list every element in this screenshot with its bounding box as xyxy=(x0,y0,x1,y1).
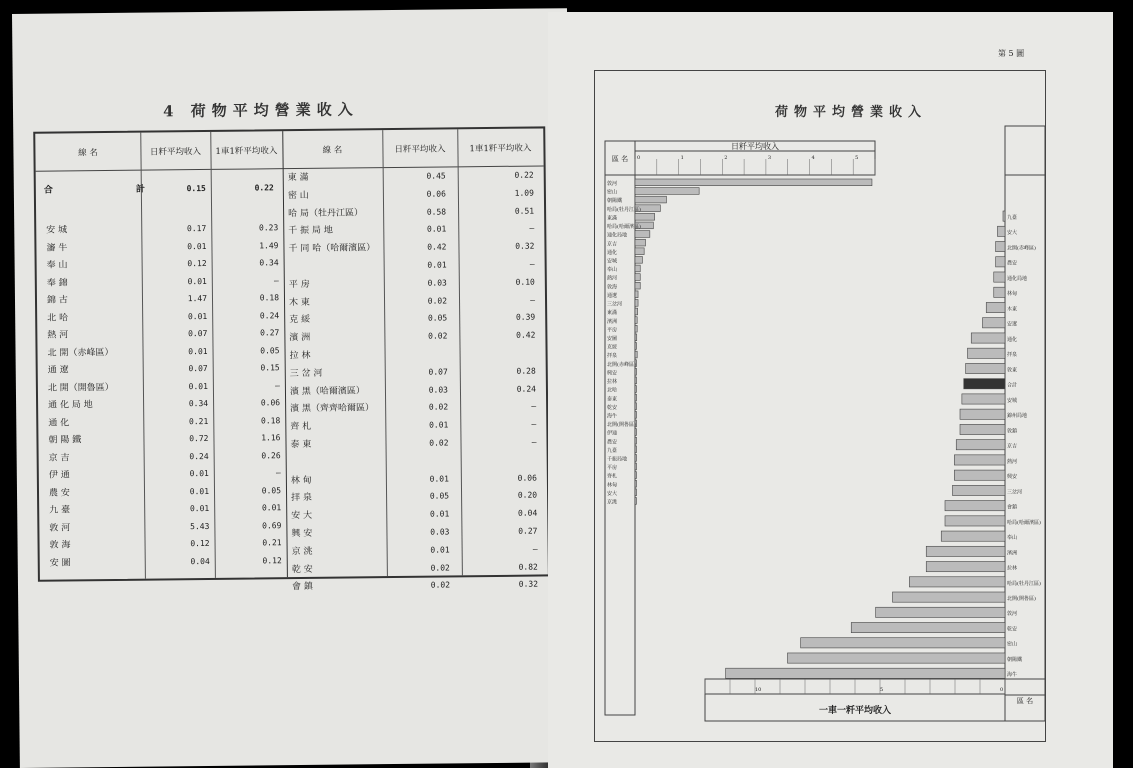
table-cell-value: 0.20 xyxy=(517,490,538,501)
table-row-name: 拝 泉 xyxy=(291,493,313,504)
table-row-name: 朝 陽 鐵 xyxy=(48,435,82,446)
table-cell-value: 0.02 xyxy=(430,580,451,591)
top-bar xyxy=(635,308,638,315)
table-cell-value: 1.47 xyxy=(187,293,208,304)
top-bar xyxy=(635,334,637,341)
top-bar-label: 哈局(哈爾濱區) xyxy=(607,224,641,231)
top-bar-label: 平房 xyxy=(607,465,618,472)
top-bar-label: 興安 xyxy=(607,370,618,377)
table-cell-value: 0.18 xyxy=(259,293,280,303)
bottom-bar xyxy=(968,348,1006,358)
bottom-bar-label: 拉林 xyxy=(1007,565,1018,572)
top-bar xyxy=(635,368,637,375)
top-bar-label: 哈局(牡丹江區) xyxy=(607,206,641,213)
bottom-bar-label: 拝泉 xyxy=(1007,352,1018,359)
bottom-bar xyxy=(960,409,1005,419)
top-axis-tick-label: 3 xyxy=(767,155,772,161)
bottom-bar-label: 通化局地 xyxy=(1007,275,1028,282)
bottom-bar-label: 敦河 xyxy=(1007,611,1018,618)
table-cell-value: 0.17 xyxy=(186,223,207,234)
table-row-name: 通 化 xyxy=(48,417,70,429)
table-cell-value: 0.39 xyxy=(515,312,536,323)
table-row-total-name: 合 計 xyxy=(43,184,186,196)
top-bar xyxy=(635,394,637,401)
table-row-name: 京 洮 xyxy=(291,546,313,557)
table-row-name: 敦 海 xyxy=(49,540,71,551)
table-cell-value: — xyxy=(532,544,538,554)
top-bar-label: 安大 xyxy=(607,490,618,497)
top-bar-label: 通化局地 xyxy=(607,232,628,239)
top-bar xyxy=(635,325,637,332)
top-bar-label: 敦海 xyxy=(607,284,618,291)
table-title: 4 荷物平均營業收入 xyxy=(162,100,359,121)
bottom-bar xyxy=(994,272,1005,282)
table-row-name: 濱 洲 xyxy=(289,333,311,344)
table-cell-value: 0.32 xyxy=(515,241,535,251)
top-bar xyxy=(635,472,637,479)
top-bar-label: 奉山 xyxy=(607,267,618,274)
table-cell-value: 0.02 xyxy=(427,296,448,306)
table-cell-value: — xyxy=(530,295,536,305)
table-cell-value: 0.45 xyxy=(426,171,446,181)
table-cell-value: 0.03 xyxy=(427,278,447,288)
top-bar xyxy=(635,463,637,470)
table-cell-value: 0.01 xyxy=(261,503,282,513)
bottom-bar-label: 朝陽鐵 xyxy=(1007,656,1023,663)
table-row-name: 濱 黒（齊齊哈爾區） xyxy=(290,403,375,415)
table-row-name: 熱 河 xyxy=(47,330,69,341)
bottom-bar-label: 安城 xyxy=(1007,397,1018,404)
top-bar xyxy=(635,291,638,298)
bottom-bar-label: 合計 xyxy=(1007,382,1018,389)
table-cell-value: — xyxy=(531,419,537,429)
table-cell-value xyxy=(486,347,536,362)
header-line-name: 線 名 xyxy=(35,133,140,172)
table-cell-value: 0.32 xyxy=(518,579,539,590)
table-row-name: 興 安 xyxy=(291,528,313,540)
table-row-total-v2: 0.22 xyxy=(254,183,274,193)
table-cell-value: 0.26 xyxy=(261,450,281,460)
top-bar-label: 密山 xyxy=(607,189,618,196)
table-cell-value: 0.12 xyxy=(262,555,282,565)
table-cell-value: 1.49 xyxy=(259,240,279,250)
table-cell-value: 0.01 xyxy=(426,224,447,235)
top-bar xyxy=(635,480,637,487)
table-cell-value: — xyxy=(529,259,535,269)
bottom-bar-label: 奉山 xyxy=(1007,535,1018,542)
top-bar-label: 千振局地 xyxy=(607,456,628,463)
table-row-name: 北 開（赤峰區） xyxy=(47,347,114,359)
bottom-bar xyxy=(945,501,1005,511)
table-cell-value: 0.02 xyxy=(428,402,449,413)
table-cell-value: 0.02 xyxy=(430,563,450,573)
bottom-bar xyxy=(953,485,1006,495)
table-row-name: 京 吉 xyxy=(48,452,70,464)
table-row-name: 東 滿 xyxy=(287,172,309,184)
bottom-axis-title: 一車一粁平均收入 xyxy=(818,706,892,716)
top-bar-label: 伊通 xyxy=(607,430,618,437)
table-cell-value: 0.07 xyxy=(428,367,448,377)
table-cell-value: — xyxy=(531,437,537,447)
table-cell-value: 1.16 xyxy=(261,433,281,443)
bottom-bar xyxy=(893,592,1006,602)
bottom-bar-label: 海牛 xyxy=(1007,672,1018,679)
top-bar xyxy=(635,437,637,444)
table-cell-value: 0.01 xyxy=(429,474,449,484)
figure-frame xyxy=(594,70,1046,742)
bottom-axis-tick-label: 5 xyxy=(880,687,884,693)
right-column-top xyxy=(1005,126,1045,175)
table-cell-value: 0.05 xyxy=(429,491,450,502)
bottom-bar-label: 北開(開魯區) xyxy=(1007,596,1036,602)
top-bar xyxy=(635,282,640,289)
top-bar-label: 泰東 xyxy=(607,396,618,403)
header-car-km-right: 1車1粁平均收入 xyxy=(457,128,543,167)
bottom-bar-label: 九臺 xyxy=(1007,215,1018,221)
bottom-bar xyxy=(851,622,1005,632)
table-cell-value: 0.24 xyxy=(189,451,209,461)
table-cell-value: 0.06 xyxy=(517,473,537,483)
top-bar-label: 京吉 xyxy=(607,241,618,248)
figure-label: 第 5 圖 xyxy=(998,49,1025,58)
butterfly-bar-chart xyxy=(595,71,1045,741)
top-bar-label: 通化 xyxy=(607,249,618,256)
top-bar xyxy=(635,403,637,410)
corner-label-top: 區 名 xyxy=(611,155,629,163)
table-row-name: 木 東 xyxy=(288,297,310,308)
top-bar xyxy=(635,231,650,238)
table-cell-value: 0.12 xyxy=(190,538,210,549)
table-row-name: 乾 安 xyxy=(291,564,313,575)
table-cell-value: 0.06 xyxy=(426,189,446,199)
bottom-bar-label: 安遼 xyxy=(1007,321,1018,328)
table-cell-value: — xyxy=(275,380,280,390)
top-bar-label: 三岔河 xyxy=(607,301,623,308)
bottom-axis-tick-label: 10 xyxy=(755,687,762,693)
table-cell-value: 0.02 xyxy=(429,438,449,448)
figure-title: 荷物平均營業收入 xyxy=(775,105,928,120)
table-cell-value: 0.24 xyxy=(259,310,280,320)
bottom-bar-label: 北開(赤峰區) xyxy=(1007,245,1036,252)
bottom-bar xyxy=(801,638,1005,648)
table-cell-value: 0.82 xyxy=(518,562,538,572)
bottom-bar xyxy=(994,287,1005,297)
table-row-name: 北 哈 xyxy=(47,312,69,324)
top-bar xyxy=(635,196,666,203)
top-bar-label: 京洮 xyxy=(607,499,618,506)
table-cell-value: 0.03 xyxy=(428,385,449,395)
bottom-bar xyxy=(945,516,1005,526)
table-cell-value: 0.42 xyxy=(427,242,447,252)
top-bar xyxy=(635,300,638,307)
table-row-name: 通 化 局 地 xyxy=(48,400,93,411)
header-daily-km: 日粁平均收入 xyxy=(140,132,210,171)
table-cell-value: 5.43 xyxy=(190,521,210,531)
table-cell-value: 0.01 xyxy=(188,346,208,356)
bottom-bar xyxy=(996,257,1005,267)
table-row-name: 平 房 xyxy=(288,279,310,290)
top-bar xyxy=(635,274,640,281)
table-cell-value: 0.51 xyxy=(514,206,535,216)
table-cell-value: 0.27 xyxy=(260,328,280,338)
table-row-name: 泰 東 xyxy=(290,439,312,451)
bottom-bar xyxy=(962,394,1005,404)
top-bar-label: 東滿 xyxy=(607,310,618,317)
table-cell-value xyxy=(398,347,448,362)
bottom-axis-tick-label: 0 xyxy=(1000,687,1004,693)
table-row-name: 千 振 局 地 xyxy=(288,226,333,237)
table-cell-value: — xyxy=(531,401,537,411)
table-cell-value: 0.01 xyxy=(430,545,450,555)
bottom-bar-label: 熱河 xyxy=(1007,458,1018,465)
corner-label-bottom: 區 名 xyxy=(1016,697,1034,705)
table-row-name: 齊 札 xyxy=(290,422,312,433)
table-cell-value: 1.09 xyxy=(514,188,534,198)
table-row-name: 瀋 牛 xyxy=(46,242,68,254)
table-cell-value: 0.04 xyxy=(190,556,210,566)
header-line-name-right: 線 名 xyxy=(282,130,382,169)
table-cell-value xyxy=(487,453,537,468)
top-axis-title: 日粁平均收入 xyxy=(731,142,779,151)
header-car-km: 1車1粁平均收入 xyxy=(210,131,282,170)
bottom-bar xyxy=(926,546,1005,556)
top-bar-label: 拝泉 xyxy=(607,353,618,360)
table-cell-value xyxy=(399,454,449,469)
table-row-name: 敦 河 xyxy=(49,522,71,534)
table-cell-value: 0.10 xyxy=(515,277,535,287)
table-cell-value: 0.05 xyxy=(261,485,282,495)
bottom-bar xyxy=(954,470,1005,480)
top-bar-label: 北哈 xyxy=(607,387,618,394)
table-row-name: 奉 山 xyxy=(46,260,68,271)
table-row-name: 北 開（開魯區） xyxy=(47,382,114,394)
top-bar xyxy=(635,179,872,186)
table-cell-value: 0.34 xyxy=(188,398,209,409)
top-bar-label: 敦河 xyxy=(607,181,618,187)
left-page xyxy=(12,8,575,768)
top-bar-label: 安城 xyxy=(607,258,618,265)
table-cell-value: 0.04 xyxy=(517,508,538,518)
top-bar xyxy=(635,429,637,436)
bottom-bar-label: 興安 xyxy=(1007,474,1018,481)
table-cell-value: 0.72 xyxy=(189,433,209,444)
table-cell-value: 0.01 xyxy=(187,276,207,286)
top-bar-label: 安圖 xyxy=(607,335,618,342)
top-bar xyxy=(635,248,644,255)
table-cell-value: 0.42 xyxy=(516,330,536,340)
bottom-bar xyxy=(788,653,1006,663)
table-cell-value: 0.69 xyxy=(262,520,282,530)
top-bar-label: 拉林 xyxy=(607,379,618,386)
bottom-bar xyxy=(986,302,1005,312)
table-row-name: 九 臺 xyxy=(49,505,71,516)
bottom-bar xyxy=(926,562,1005,572)
bottom-bar xyxy=(726,668,1005,678)
top-bar xyxy=(635,213,655,220)
table-cell-value: 0.18 xyxy=(260,415,281,425)
table-cell-value: 0.01 xyxy=(187,311,208,321)
table-cell-value: 0.23 xyxy=(258,223,279,233)
top-bar xyxy=(635,446,637,453)
table-row-name: 林 甸 xyxy=(290,475,312,486)
bottom-bar-label: 京吉 xyxy=(1007,443,1018,450)
bottom-bar-label: 密山 xyxy=(1007,641,1018,648)
bottom-bar xyxy=(956,440,1005,450)
table-cell-value: 0.07 xyxy=(188,363,208,374)
top-bar xyxy=(635,411,637,418)
top-bar xyxy=(635,317,637,324)
bottom-bar xyxy=(983,318,1006,328)
table-cell-value: 0.21 xyxy=(188,416,209,426)
table-cell-value: 0.01 xyxy=(189,486,210,496)
bottom-bar-label: 木東 xyxy=(1007,306,1018,313)
top-bar-label: 九臺 xyxy=(607,447,618,454)
table-row-name: 哈 局（牡丹江區） xyxy=(288,207,364,219)
table-cell-value: 0.05 xyxy=(427,313,448,324)
bottom-bar-label: 哈局(哈爾濱區) xyxy=(1007,519,1041,526)
top-bar xyxy=(635,188,699,195)
table-cell-value: 0.27 xyxy=(518,526,538,536)
table-cell-value: 0.12 xyxy=(187,258,207,269)
top-bar-label: 東滿 xyxy=(607,215,618,222)
table-cell-value: 0.06 xyxy=(260,398,281,408)
table-cell-value: 0.22 xyxy=(514,170,534,180)
table-row-name: 伊 通 xyxy=(48,470,70,481)
table-row-name: 通 遼 xyxy=(47,365,69,376)
top-bar-label: 北開(開魯區) xyxy=(607,422,636,429)
top-bar-label: 克綏 xyxy=(607,344,618,351)
bottom-bar-label: 農安 xyxy=(1007,260,1018,267)
bottom-bar xyxy=(966,363,1005,373)
table-cell-value: 0.01 xyxy=(429,420,449,430)
top-bar-label: 乾安 xyxy=(607,404,618,411)
bottom-bar xyxy=(876,607,1005,617)
top-axis-tick-label: 0 xyxy=(637,155,641,161)
table-row-name: 克 綏 xyxy=(289,315,311,326)
table-cell-value: — xyxy=(273,275,279,285)
table-row-name: 農 安 xyxy=(48,487,70,499)
top-bar xyxy=(635,489,637,496)
top-bar xyxy=(635,351,637,358)
table-cell-value: 0.01 xyxy=(427,260,447,270)
top-bar xyxy=(635,377,637,384)
top-bar xyxy=(635,265,640,272)
table-cell-value: — xyxy=(529,223,535,233)
top-axis-tick-label: 1 xyxy=(680,155,684,161)
bottom-bar-label: 林甸 xyxy=(1007,291,1018,298)
table-cell-value: 0.01 xyxy=(189,468,209,479)
table-row-name: 密 山 xyxy=(287,190,309,201)
table-row-name: 安 大 xyxy=(291,511,313,522)
top-bar xyxy=(635,343,637,350)
table-row-name: 錦 古 xyxy=(46,295,68,306)
table-cell-value: 0.05 xyxy=(260,345,280,355)
table-row-name: 千 同 哈（哈爾濱區） xyxy=(288,243,376,255)
bottom-bar xyxy=(1003,211,1005,221)
bottom-bar xyxy=(998,226,1006,236)
table-cell-value: 0.01 xyxy=(189,503,210,514)
table-cell-value: 0.21 xyxy=(262,538,282,548)
top-axis-tick-label: 2 xyxy=(724,155,728,161)
table-row-name: 拉 林 xyxy=(289,350,311,362)
top-bar-label: 平房 xyxy=(607,327,618,334)
bottom-bar-label: 錦州局地 xyxy=(1007,413,1028,420)
top-bar-label: 朝陽鐵 xyxy=(607,198,623,205)
bottom-bar xyxy=(909,577,1005,587)
bottom-bar xyxy=(996,241,1005,251)
table-row-name: 奉 錦 xyxy=(46,277,68,289)
top-bar-label: 濱洲 xyxy=(607,318,618,325)
top-bar xyxy=(635,498,637,505)
table-cell-value: 0.01 xyxy=(429,509,450,519)
top-bar xyxy=(635,256,642,263)
bottom-bar-label: 哈局(牡丹江區) xyxy=(1007,580,1041,587)
table-cell-value: 0.28 xyxy=(516,366,536,376)
table-cell-value: 0.03 xyxy=(430,527,450,537)
table-cell-value: 0.01 xyxy=(187,241,207,251)
bottom-bar-label: 乾安 xyxy=(1007,626,1018,633)
top-bar xyxy=(635,455,637,462)
table-row-name: 三 岔 河 xyxy=(289,368,323,379)
top-bar-label: 熱河 xyxy=(607,275,618,282)
table-cell-value: — xyxy=(275,468,281,478)
bottom-bar-label: 通化 xyxy=(1007,336,1018,343)
revenue-table xyxy=(33,126,550,593)
bottom-bar xyxy=(954,455,1005,465)
bottom-bar-label: 會鎮 xyxy=(1007,504,1018,511)
top-axis-tick-label: 5 xyxy=(855,155,859,161)
table-cell-value: 0.58 xyxy=(426,207,447,217)
bottom-bar-label: 濱洲 xyxy=(1007,550,1018,557)
top-bar-label: 齊札 xyxy=(607,473,618,480)
table-row-name: 安 圖 xyxy=(49,557,71,569)
table-cell-value: 0.34 xyxy=(259,258,279,268)
bottom-bar xyxy=(941,531,1005,541)
table-cell-value: 0.01 xyxy=(188,381,208,391)
top-bar-label: 林甸 xyxy=(607,482,618,489)
right-page xyxy=(548,12,1113,768)
table-row-name: 會 鎮 xyxy=(291,582,313,593)
top-bar xyxy=(635,386,637,393)
table-cell-value: 0.15 xyxy=(260,363,280,373)
top-bar xyxy=(635,239,645,246)
top-bar-label: 通遼 xyxy=(607,292,618,299)
top-axis-tick-label: 4 xyxy=(811,155,815,161)
table-cell-value: 0.24 xyxy=(516,384,536,394)
bottom-bar-label: 安大 xyxy=(1007,230,1018,237)
bottom-bar xyxy=(960,424,1005,434)
table-row-total-v1: 0.15 xyxy=(186,183,206,194)
bottom-bar xyxy=(971,333,1005,343)
top-bar-label: 北開(赤峰區) xyxy=(607,361,636,368)
top-bar-label: 農安 xyxy=(607,439,618,446)
header-daily-km-right: 日粁平均收入 xyxy=(382,129,457,168)
bottom-bar-label: 三岔河 xyxy=(1007,489,1023,496)
bottom-bar-label: 敦鎮 xyxy=(1007,428,1018,435)
bottom-bar-label: 敦東 xyxy=(1007,367,1018,374)
table-row-name: 安 城 xyxy=(46,225,68,236)
table-cell-value: 0.02 xyxy=(428,331,448,341)
bottom-bar xyxy=(964,379,1005,389)
table-row-name: 濱 黒（哈爾濱區） xyxy=(289,385,365,397)
table-cell-value: 0.07 xyxy=(188,328,208,339)
top-bar-label: 海牛 xyxy=(607,413,618,420)
